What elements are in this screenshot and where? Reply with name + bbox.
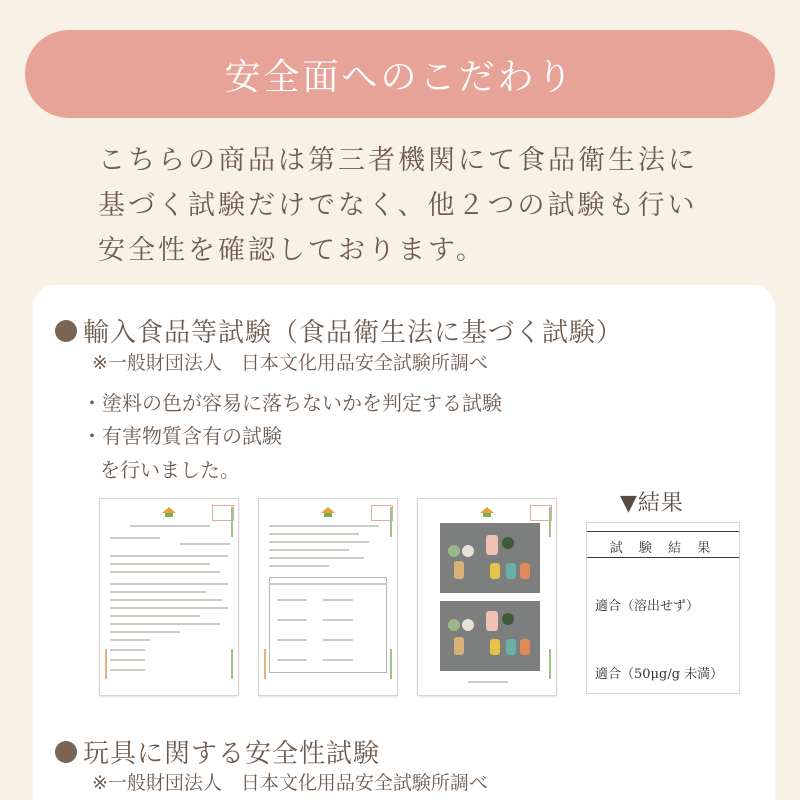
edge-mark (390, 649, 392, 679)
toy-item (520, 563, 530, 579)
test-report-photo-page (417, 498, 557, 696)
text-line (269, 583, 387, 585)
text-line (269, 557, 364, 559)
text-line (323, 619, 353, 621)
bullet-dot-icon (55, 741, 77, 763)
text-line (110, 571, 220, 573)
intro-line-2: 基づく試験だけでなく、他２つの試験も行い (98, 190, 698, 221)
lab-logo-icon (480, 507, 494, 517)
intro-text (98, 138, 778, 273)
result-table (586, 522, 740, 694)
banner-title: 安全面へのこだわり (224, 56, 576, 98)
section2-source: ※一般財団法人 日本文化用品安全試験所調べ (92, 772, 488, 794)
text-line (110, 583, 228, 585)
text-line (110, 649, 145, 651)
lab-logo-icon (321, 507, 335, 517)
toy-item (490, 563, 500, 579)
toy-item (502, 537, 514, 549)
text-line (110, 659, 145, 661)
result-label: ▼結果 (620, 491, 684, 516)
text-line (110, 669, 145, 671)
text-line (323, 659, 353, 661)
section2-heading-text: 玩具に関する安全性試験 (83, 739, 381, 769)
bullet-item: ・塗料の色が容易に落ちないかを判定する試験 (82, 391, 502, 415)
bullet-dot-icon (55, 320, 77, 342)
result-row: 適合（溶出せず） (595, 599, 700, 614)
section1-bullets (82, 387, 502, 453)
toy-item (520, 639, 530, 655)
text-line (277, 619, 307, 621)
lab-logo-icon (162, 507, 176, 517)
toy-item (490, 639, 500, 655)
rule-line (587, 531, 739, 532)
toy-item (502, 613, 514, 625)
toy-item (506, 563, 516, 579)
edge-mark (231, 507, 233, 537)
text-line (110, 639, 150, 641)
text-line (180, 543, 230, 545)
text-line (468, 681, 508, 683)
result-header: 試 験 結 果 (609, 541, 717, 556)
edge-mark (549, 649, 551, 679)
toy-item (506, 639, 516, 655)
toy-item (462, 545, 474, 557)
toy-photo (440, 601, 540, 671)
result-row: 適合（50μg/g 未満） (595, 667, 724, 682)
text-line (323, 639, 353, 641)
intro-line-3: 安全性を確認しております。 (98, 235, 486, 266)
toy-item (486, 611, 498, 631)
text-line (269, 525, 379, 527)
edge-mark (105, 649, 107, 679)
text-line (277, 599, 307, 601)
text-line (110, 623, 220, 625)
test-report-page-2 (258, 498, 398, 696)
text-line (277, 639, 307, 641)
edge-mark (231, 649, 233, 679)
rule-line (587, 557, 739, 558)
text-line (110, 631, 180, 633)
text-line (110, 537, 160, 539)
text-line (269, 565, 329, 567)
text-line (323, 599, 353, 601)
toy-item (462, 619, 474, 631)
bullet-item: ・有害物質含有の試験 (82, 424, 282, 448)
text-line (110, 615, 200, 617)
toy-item (448, 619, 460, 631)
toy-photo (440, 523, 540, 593)
text-line (110, 563, 210, 565)
text-line (110, 599, 222, 601)
text-line (110, 591, 206, 593)
text-line (269, 533, 359, 535)
edge-mark (264, 649, 266, 679)
toy-item (448, 545, 460, 557)
toy-item (454, 637, 464, 655)
intro-line-1: こちらの商品は第三者機関にて食品衛生法に (98, 145, 698, 176)
section1-closing: を行いました。 (100, 458, 240, 482)
section1-source: ※一般財団法人 日本文化用品安全試験所調べ (92, 352, 488, 374)
test-report-page-1 (99, 498, 239, 696)
section-banner (25, 30, 775, 118)
section1-heading-text: 輸入食品等試験（食品衛生法に基づく試験） (83, 318, 624, 348)
text-line (110, 555, 228, 557)
toy-item (454, 561, 464, 579)
text-line (277, 659, 307, 661)
text-line (130, 525, 210, 527)
edge-mark (549, 507, 551, 537)
text-line (269, 549, 349, 551)
section2-heading (55, 733, 380, 770)
edge-mark (390, 507, 392, 537)
section1-heading (55, 312, 623, 349)
text-line (269, 541, 369, 543)
text-line (110, 607, 228, 609)
toy-item (486, 535, 498, 555)
